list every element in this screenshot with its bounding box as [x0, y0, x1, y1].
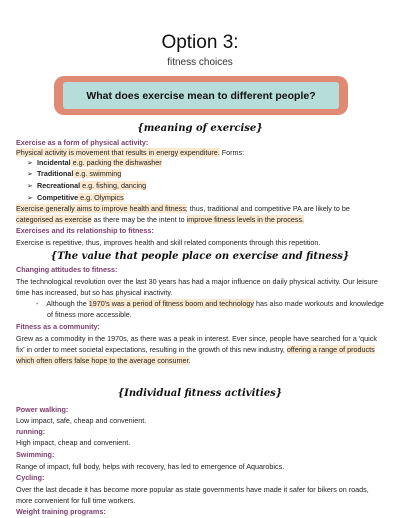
list-item-traditional: ➢ Traditional e.g. swimming — [27, 169, 122, 178]
form-name: Recreational — [37, 181, 81, 190]
dash-item: - Although the 1970's was a period of fitness boom and technology has also made workouts and knowledge — [36, 299, 384, 308]
paragraph-line: Low impact, safe, cheap and convenient. — [16, 416, 147, 425]
list-item-competitive: ➢ Competitive e.g. Olympics — [27, 193, 124, 202]
dash-text: has also made workouts and knowledge — [253, 299, 384, 308]
subheading-cycling: Cycling: — [16, 473, 45, 482]
highlight-text: Exercise generally aims to improve health and fitness — [16, 204, 186, 213]
forms-label: Forms: — [219, 148, 245, 157]
highlight-text: improve fitness levels in the process. — [186, 215, 305, 224]
paragraph-line: Over the last decade it has become more popular as state governments have made it safer for bikers on roads, — [16, 485, 369, 494]
subheading-changing-attitudes: Changing attitudes to fitness: — [16, 265, 118, 274]
paragraph-line: The technological revolution over the last 30 years has had a major influence on daily physical activity. Our leisure — [16, 277, 378, 286]
form-name: Incidental — [37, 158, 71, 167]
form-example: e.g. Olympics — [78, 193, 124, 202]
paragraph-line: time has increased, but so has physical inactivity. — [16, 288, 173, 297]
paragraph-line — [16, 345, 375, 354]
paragraph-line — [16, 215, 304, 224]
question-banner-text: What does exercise mean to different people? — [63, 82, 339, 109]
subheading-fitness-community: Fitness as a community: — [16, 322, 100, 331]
form-name: Traditional — [37, 169, 74, 178]
list-item-recreational: ➢ Recreational e.g. fishing, dancing — [27, 181, 147, 190]
paragraph-line — [16, 356, 190, 365]
form-example: e.g. packing the dishwasher — [70, 158, 162, 167]
paragraph-line — [16, 204, 350, 213]
highlight-text: categorised as exercise — [16, 215, 92, 224]
page-title: Option 3: — [161, 32, 239, 53]
paragraph-line: Range of impact, full body, helps with recovery, has led to emergence of Aquarobics. — [16, 462, 285, 471]
paragraph-text: ; thus, traditional and competitive PA are likely to be — [185, 204, 350, 213]
subheading-power-walking: Power walking: — [16, 405, 69, 414]
paragraph-line: High impact, cheap and convenient. — [16, 438, 131, 447]
dash-item-cont: of fitness more accessible. — [47, 310, 132, 319]
paragraph-text: as there may be the intent to — [91, 215, 187, 224]
dash-text: Although the — [46, 299, 89, 308]
subheading-exercise-fitness: Exercises and its relationship to fitness: — [16, 226, 154, 235]
highlight-definition: Physical activity is movement that results in energy expenditure. — [16, 148, 220, 157]
paragraph-line: more convenient for full time workers. — [16, 496, 136, 505]
definition-line — [16, 148, 244, 157]
highlight-text: offering a range of products — [286, 345, 375, 354]
subheading-weight-training: Weight training programs: — [16, 507, 106, 516]
subheading-swimming: Swimming: — [16, 450, 55, 459]
subheading-physical-activity: Exercise as a form of physical activity: — [16, 138, 149, 147]
section-heading-meaning: {meaning of exercise} — [137, 123, 263, 134]
paragraph-line: Exercise is repetitive, thus, improves health and skill related components through this repetition. — [16, 238, 321, 247]
page-subtitle: fitness choices — [167, 57, 233, 68]
form-example: e.g. fishing, dancing — [80, 181, 147, 190]
list-item-incidental: ➢ Incidental e.g. packing the dishwasher — [27, 158, 162, 167]
section-heading-value: {The value that people place on exercise and fitness} — [50, 251, 350, 262]
highlight-text: 1970's was a period of fitness boom and technology — [88, 299, 254, 308]
form-example: e.g. swimming — [73, 169, 122, 178]
paragraph-text: fix' in order to meet societal expectations, resulting in the growth of this new industry, — [16, 345, 287, 354]
subheading-running: running: — [16, 427, 46, 436]
question-banner — [54, 76, 348, 115]
highlight-text: which often offers false hope to the average consumer. — [16, 356, 191, 365]
paragraph-line: Grew as a commodity in the 1970s, as there was a peak in interest. Ever since, people have searched for a 'quick — [16, 334, 377, 343]
section-heading-activities: {Individual fitness activities} — [117, 388, 283, 399]
form-name: Competitive — [37, 193, 79, 202]
